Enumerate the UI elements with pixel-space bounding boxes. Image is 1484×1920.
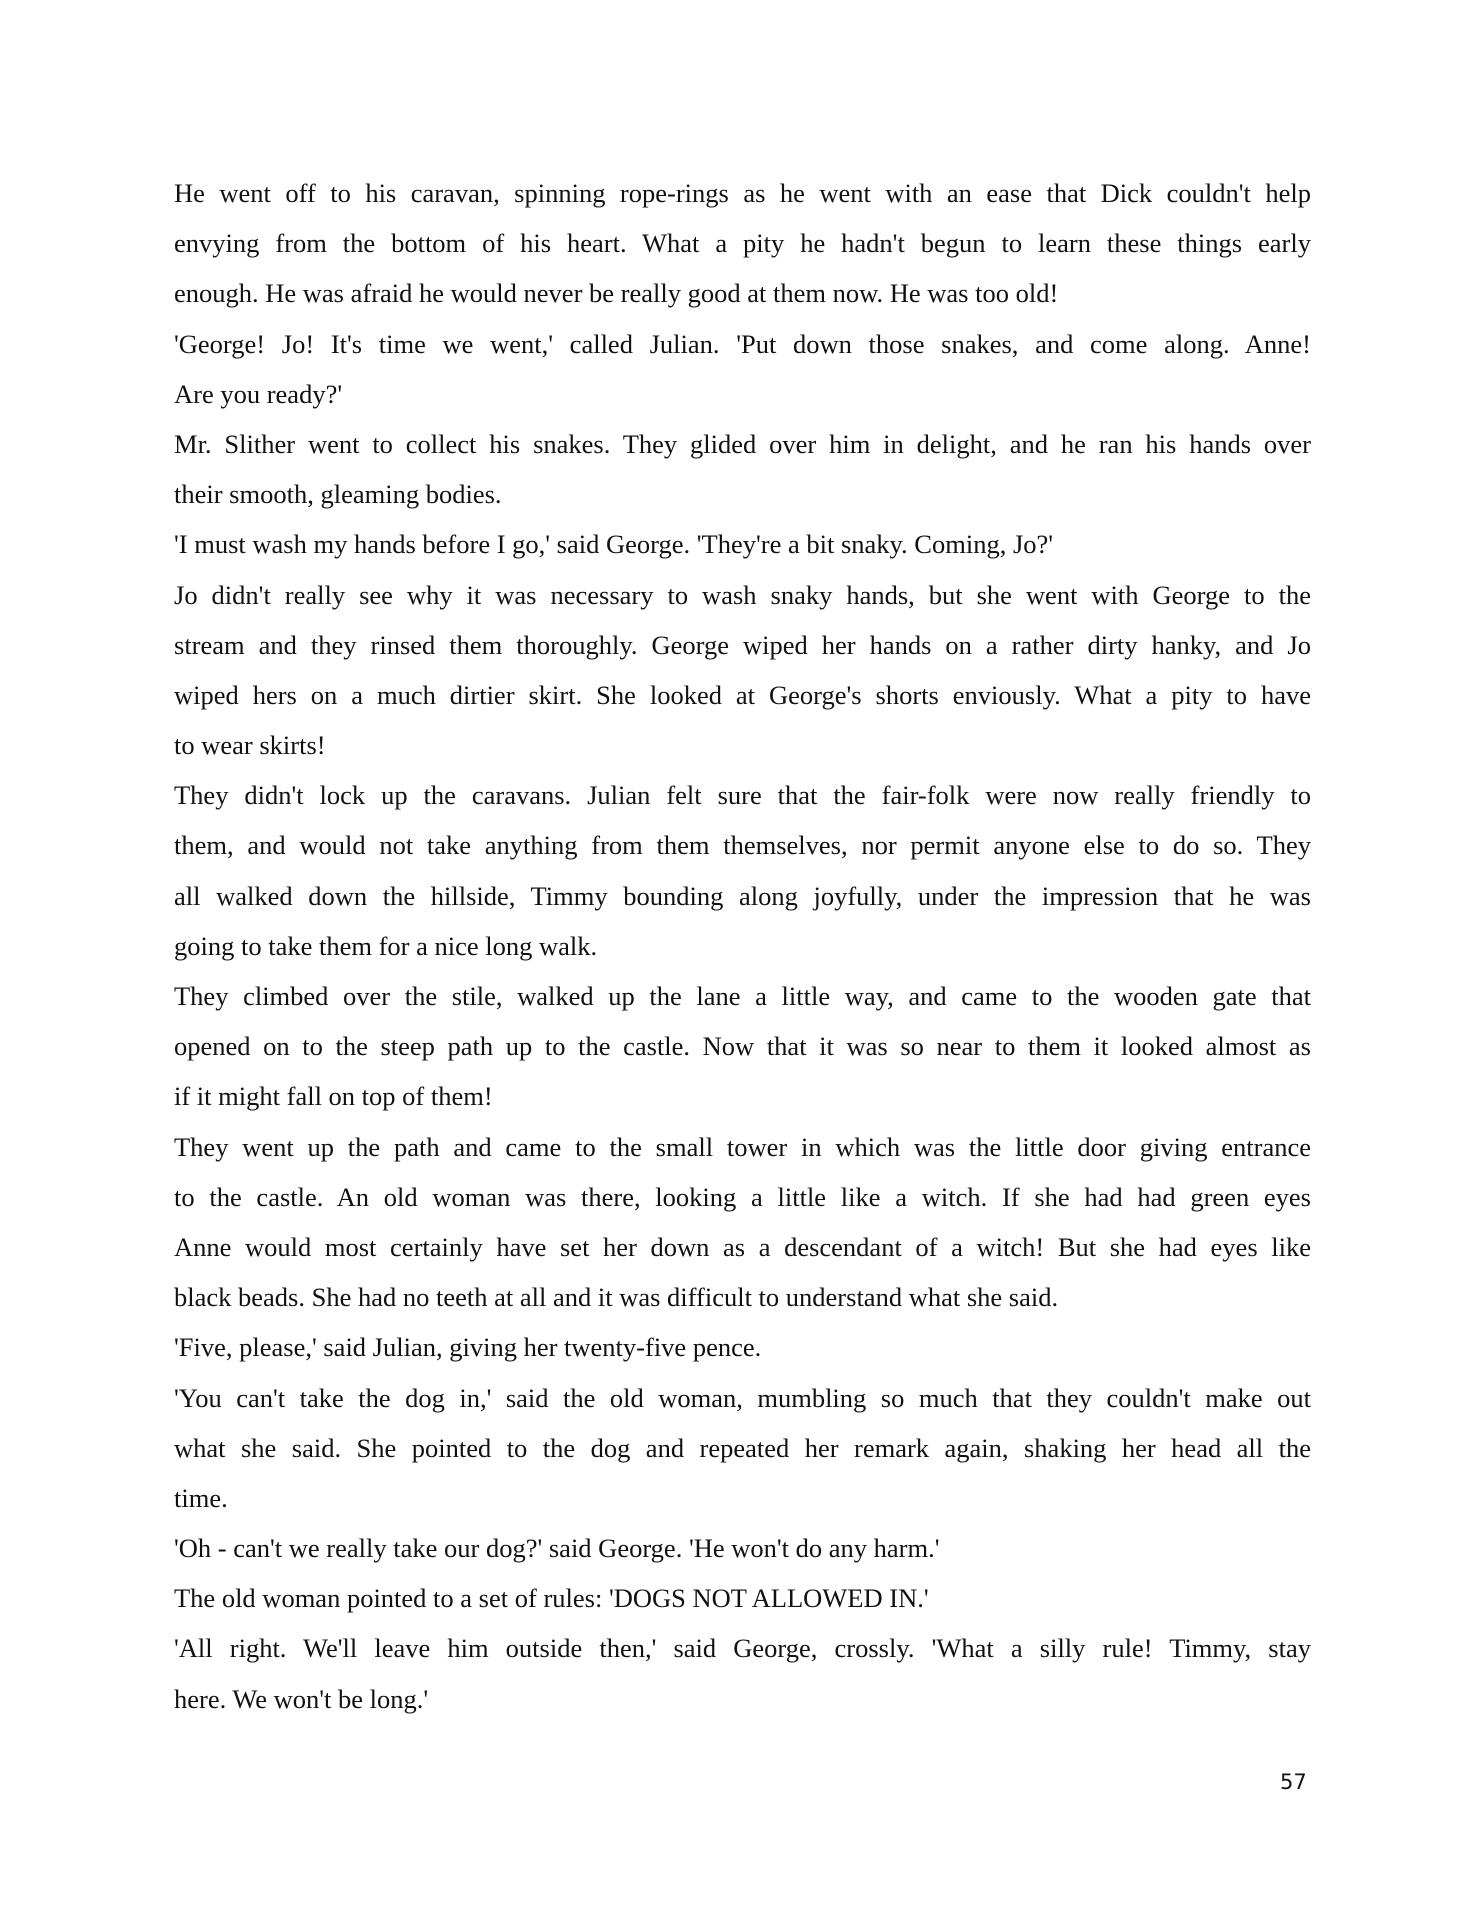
text-line: envying from the bottom of his heart. What a pity he hadn't begun to learn these things early: [174, 228, 1311, 259]
text-line: 'George! Jo! It's time we went,' called Julian. 'Put down those snakes, and come along. Anne!: [174, 328, 1311, 359]
paragraph: [174, 570, 1311, 771]
text-line: 'You can't take the dog in,' said the old woman, mumbling so much that they couldn't make out: [174, 1382, 1311, 1413]
text-line: 'Five, please,' said Julian, giving her twenty-five pence.: [174, 1332, 762, 1363]
paragraph: [174, 1122, 1311, 1323]
text-line: their smooth, gleaming bodies.: [174, 479, 502, 510]
paragraph: [174, 419, 1311, 519]
text-line: 'Oh - can't we really take our dog?' said George. 'He won't do any harm.': [174, 1533, 940, 1564]
paragraph: [174, 1623, 1311, 1723]
paragraph: [174, 519, 1311, 569]
text-line: They went up the path and came to the small tower in which was the little door giving entrance: [174, 1131, 1311, 1162]
text-line: Anne would most certainly have set her down as a descendant of a witch! But she had eyes like: [174, 1231, 1311, 1262]
paragraph: [174, 168, 1311, 319]
text-line: They didn't lock up the caravans. Julian felt sure that the fair-folk were now really friendly to: [174, 780, 1311, 811]
text-line: 'All right. We'll leave him outside then,' said George, crossly. 'What a silly rule! Timmy, stay: [174, 1633, 1311, 1664]
text-line: all walked down the hillside, Timmy bounding along joyfully, under the impression that he was: [174, 880, 1311, 911]
paragraph: [174, 1373, 1311, 1524]
text-line: if it might fall on top of them!: [174, 1081, 493, 1112]
text-line: Jo didn't really see why it was necessary to wash snaky hands, but she went with George to the: [174, 579, 1311, 610]
paragraph: [174, 1322, 1311, 1372]
text-line: what she said. She pointed to the dog and repeated her remark again, shaking her head all the: [174, 1432, 1311, 1463]
text-line: them, and would not take anything from them themselves, nor permit anyone else to do so. They: [174, 830, 1311, 861]
text-line: going to take them for a nice long walk.: [174, 930, 598, 961]
text-line: They climbed over the stile, walked up the lane a little way, and came to the wooden gate that: [174, 981, 1311, 1011]
paragraph: [174, 770, 1311, 971]
text-line: He went off to his caravan, spinning rope-rings as he went with an ease that Dick couldn't help: [174, 178, 1311, 208]
page-body-text: [174, 168, 1311, 1724]
paragraph: [174, 1523, 1311, 1573]
text-line: Are you ready?': [174, 378, 343, 409]
paragraph: [174, 971, 1311, 1122]
text-line: wiped hers on a much dirtier skirt. She looked at George's shorts enviously. What a pity to have: [174, 679, 1311, 710]
text-line: The old woman pointed to a set of rules: 'DOGS NOT ALLOWED IN.': [174, 1583, 929, 1614]
text-line: to the castle. An old woman was there, looking a little like a witch. If she had had green eyes: [174, 1181, 1311, 1212]
text-line: to wear skirts!: [174, 730, 326, 761]
text-line: 'I must wash my hands before I go,' said George. 'They're a bit snaky. Coming, Jo?': [174, 529, 1054, 560]
text-line: stream and they rinsed them thoroughly. George wiped her hands on a rather dirty hanky, and Jo: [174, 629, 1311, 660]
paragraph: [174, 1573, 1311, 1623]
paragraph: [174, 319, 1311, 419]
text-line: time.: [174, 1482, 228, 1513]
text-line: opened on to the steep path up to the castle. Now that it was so near to them it looked almost as: [174, 1031, 1311, 1062]
page-number: 57: [1280, 1770, 1307, 1794]
text-line: enough. He was afraid he would never be really good at them now. He was too old!: [174, 278, 1059, 309]
text-line: here. We won't be long.': [174, 1683, 429, 1714]
text-line: black beads. She had no teeth at all and it was difficult to understand what she said.: [174, 1282, 1059, 1313]
text-line: Mr. Slither went to collect his snakes. They glided over him in delight, and he ran his hands over: [174, 428, 1311, 459]
